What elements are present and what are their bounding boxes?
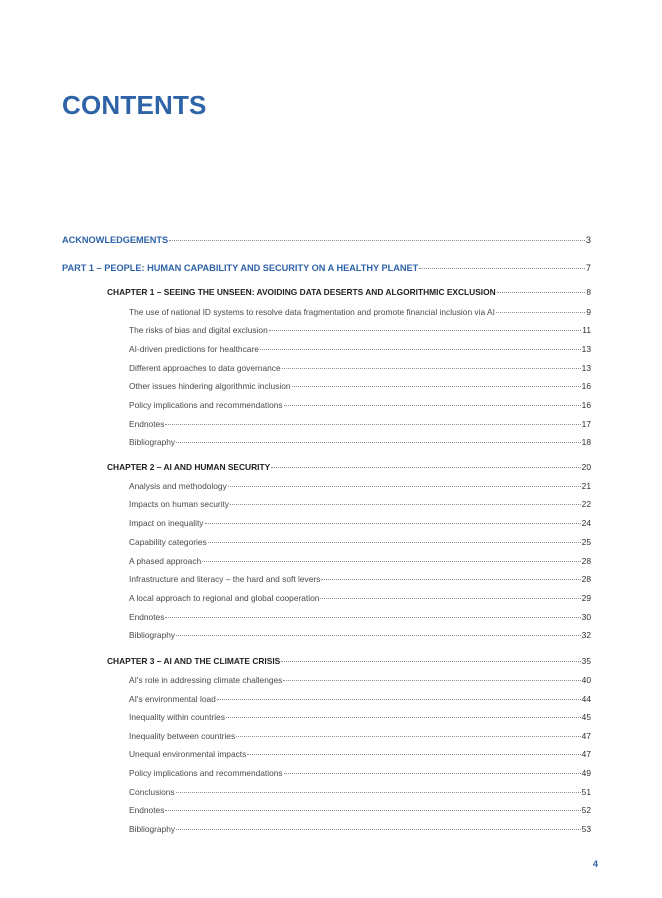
dot-leader bbox=[228, 486, 581, 487]
toc-entry-label: Inequality between countries bbox=[129, 731, 236, 741]
toc-entry-page: 16 bbox=[581, 381, 591, 391]
toc-entry-label: Bibliography bbox=[129, 630, 176, 640]
dot-leader bbox=[236, 736, 581, 737]
toc-entry-label: CHAPTER 1 – SEEING THE UNSEEN: AVOIDING DATA DESERTS AND ALGORITHMIC EXCLUSION bbox=[107, 287, 496, 297]
toc-entry-label: Inequality within countries bbox=[129, 712, 225, 722]
toc-entry-section bbox=[129, 436, 591, 448]
toc-entry-section bbox=[129, 592, 591, 604]
toc-entry-label: Policy implications and recommendations bbox=[129, 400, 283, 410]
toc-entry-section bbox=[129, 306, 591, 318]
dot-leader bbox=[247, 754, 580, 755]
toc-entry-page: 30 bbox=[581, 612, 591, 622]
dot-leader bbox=[260, 349, 581, 350]
toc-entry-page: 21 bbox=[581, 481, 591, 491]
toc-entry-section bbox=[129, 362, 591, 374]
toc-entry-label: The use of national ID systems to resolve data fragmentation and promote financial inclusion via AI bbox=[129, 307, 495, 317]
dot-leader bbox=[419, 268, 585, 269]
toc-entry-page: 47 bbox=[581, 749, 591, 759]
toc-entry-label: Bibliography bbox=[129, 437, 176, 447]
toc-entry-page: 29 bbox=[581, 593, 591, 603]
page-title: CONTENTS bbox=[62, 90, 207, 120]
toc-entry-page: 53 bbox=[581, 824, 591, 834]
toc-entry-page: 13 bbox=[581, 363, 591, 373]
toc-entry-label: Analysis and methodology bbox=[129, 481, 227, 491]
toc-entry-page: 16 bbox=[581, 400, 591, 410]
toc-entry-page: 32 bbox=[581, 630, 591, 640]
toc-entry-label: AI's environmental load bbox=[129, 694, 216, 704]
dot-leader bbox=[230, 504, 581, 505]
toc-entry-section bbox=[129, 693, 591, 705]
toc-entry-section bbox=[129, 823, 591, 835]
dot-leader bbox=[284, 405, 581, 406]
toc-entry-section bbox=[129, 767, 591, 779]
toc-entry-page: 52 bbox=[581, 805, 591, 815]
toc-entry-section bbox=[129, 629, 591, 641]
dot-leader bbox=[202, 561, 580, 562]
toc-entry-label: CHAPTER 3 – AI AND THE CLIMATE CRISIS bbox=[107, 656, 281, 666]
toc-entry-section bbox=[129, 536, 591, 548]
toc-entry-label: Bibliography bbox=[129, 824, 176, 834]
toc-entry-section bbox=[129, 418, 591, 430]
dot-leader bbox=[226, 717, 581, 718]
toc-entry-section bbox=[129, 611, 591, 623]
dot-leader bbox=[176, 442, 581, 443]
toc-entry-page: 35 bbox=[581, 656, 591, 666]
toc-entry-page: 24 bbox=[581, 518, 591, 528]
toc-entry-label: Other issues hindering algorithmic inclusion bbox=[129, 381, 291, 391]
toc-entry-label: PART 1 – PEOPLE: HUMAN CAPABILITY AND SECURITY ON A HEALTHY PLANET bbox=[62, 263, 419, 273]
toc-entry-page: 11 bbox=[582, 325, 591, 335]
dot-leader bbox=[269, 330, 582, 331]
dot-leader bbox=[176, 829, 581, 830]
toc-entry-label: Capability categories bbox=[129, 537, 207, 547]
toc-entry-page: 3 bbox=[585, 235, 591, 245]
dot-leader bbox=[169, 240, 585, 241]
toc-entry-label: Endnotes bbox=[129, 612, 165, 622]
toc-entry-label: The risks of bias and digital exclusion bbox=[129, 325, 268, 335]
toc-entry-page: 28 bbox=[581, 574, 591, 584]
toc-entry-section bbox=[129, 674, 591, 686]
toc-entry-section bbox=[129, 748, 591, 760]
toc-entry-section bbox=[129, 786, 591, 798]
toc-entry-section bbox=[129, 480, 591, 492]
dot-leader bbox=[320, 598, 580, 599]
toc-entry-section bbox=[129, 399, 591, 411]
dot-leader bbox=[282, 368, 581, 369]
toc-entry-label: Endnotes bbox=[129, 805, 165, 815]
dot-leader bbox=[281, 661, 580, 662]
toc-entry-page: 22 bbox=[581, 499, 591, 509]
toc-entry-part bbox=[62, 262, 591, 274]
dot-leader bbox=[284, 773, 581, 774]
toc-entry-label: Endnotes bbox=[129, 419, 165, 429]
dot-leader bbox=[283, 680, 580, 681]
toc-entry-label: Impacts on human security bbox=[129, 499, 230, 509]
toc-entry-page: 28 bbox=[581, 556, 591, 566]
toc-entry-label: Impact on inequality bbox=[129, 518, 204, 528]
toc-entry-section bbox=[129, 343, 591, 355]
toc-entry-section bbox=[129, 555, 591, 567]
toc-entry-page: 47 bbox=[581, 731, 591, 741]
toc-entry-section bbox=[129, 517, 591, 529]
toc-entry-page: 9 bbox=[586, 307, 591, 317]
dot-leader bbox=[271, 467, 581, 468]
dot-leader bbox=[165, 424, 580, 425]
toc-entry-page: 7 bbox=[585, 263, 591, 273]
toc-entry-page: 13 bbox=[581, 344, 591, 354]
dot-leader bbox=[165, 617, 580, 618]
toc-entry-page: 45 bbox=[581, 712, 591, 722]
toc-entry-page: 17 bbox=[581, 419, 591, 429]
toc-entry-label: CHAPTER 2 – AI AND HUMAN SECURITY bbox=[107, 462, 271, 472]
page-number: 4 bbox=[592, 859, 598, 870]
toc-entry-label: A phased approach bbox=[129, 556, 202, 566]
dot-leader bbox=[176, 792, 581, 793]
toc-entry-label: Infrastructure and literacy – the hard and soft levers bbox=[129, 574, 321, 584]
toc-entry-page: 49 bbox=[581, 768, 591, 778]
toc-entry-section bbox=[129, 711, 591, 723]
dot-leader bbox=[208, 542, 581, 543]
toc-entry-label: AI-driven predictions for healthcare bbox=[129, 344, 259, 354]
dot-leader bbox=[205, 523, 581, 524]
toc-entry-page: 44 bbox=[581, 694, 591, 704]
toc-entry-section bbox=[129, 804, 591, 816]
toc-entry-chapter bbox=[107, 286, 591, 298]
toc-entry-page: 51 bbox=[581, 787, 591, 797]
toc-entry-section bbox=[129, 573, 591, 585]
dot-leader bbox=[497, 292, 586, 293]
toc-entry-label: Unequal environmental impacts bbox=[129, 749, 247, 759]
toc-entry-label: Policy implications and recommendations bbox=[129, 768, 283, 778]
toc-entry-chapter bbox=[107, 461, 591, 473]
toc-entry-label: A local approach to regional and global cooperation bbox=[129, 593, 320, 603]
toc-entry-page: 8 bbox=[586, 287, 591, 297]
toc-entry-page: 25 bbox=[581, 537, 591, 547]
dot-leader bbox=[496, 312, 585, 313]
toc-entry-label: AI's role in addressing climate challenges bbox=[129, 675, 283, 685]
toc-entry-label: Conclusions bbox=[129, 787, 175, 797]
dot-leader bbox=[321, 579, 580, 580]
dot-leader bbox=[165, 810, 580, 811]
toc-entry-label: Different approaches to data governance bbox=[129, 363, 281, 373]
toc-entry-section bbox=[129, 380, 591, 392]
toc-entry-chapter bbox=[107, 655, 591, 667]
toc-entry-section bbox=[129, 324, 591, 336]
dot-leader bbox=[176, 635, 581, 636]
toc-entry-page: 20 bbox=[581, 462, 591, 472]
dot-leader bbox=[292, 386, 581, 387]
toc-entry-section bbox=[129, 498, 591, 510]
toc-entry-label: ACKNOWLEDGEMENTS bbox=[62, 235, 169, 245]
dot-leader bbox=[217, 699, 581, 700]
toc-entry-part bbox=[62, 234, 591, 246]
toc-entry-page: 18 bbox=[581, 437, 591, 447]
toc-entry-section bbox=[129, 730, 591, 742]
toc-entry-page: 40 bbox=[581, 675, 591, 685]
